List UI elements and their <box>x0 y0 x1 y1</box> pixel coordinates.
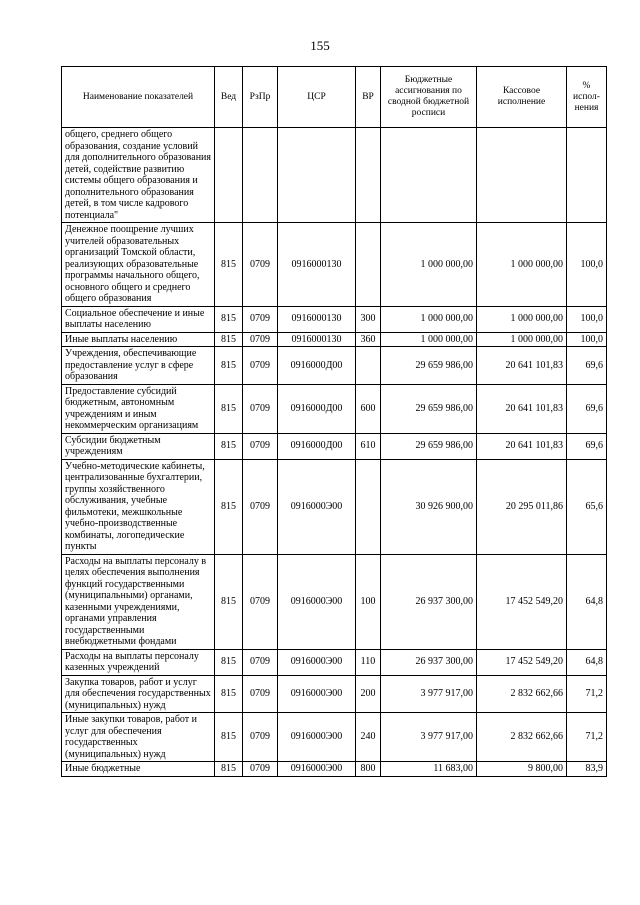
cell-name: Расходы на выплаты персоналу казенных учреждений <box>62 649 215 675</box>
cell-percent: 69,6 <box>567 433 607 459</box>
cell-ved: 815 <box>215 554 243 649</box>
cell-rzpr: 0709 <box>243 433 278 459</box>
cell-assignments: 3 977 917,00 <box>381 713 477 762</box>
cell-csr: 0916000Э00 <box>278 649 356 675</box>
cell-ved: 815 <box>215 306 243 332</box>
cell-assignments: 29 659 986,00 <box>381 347 477 385</box>
cell-execution: 1 000 000,00 <box>477 223 567 307</box>
cell-vr <box>356 459 381 554</box>
table-row <box>62 713 607 762</box>
cell-assignments: 29 659 986,00 <box>381 384 477 433</box>
table-row <box>62 384 607 433</box>
table-row <box>62 128 607 223</box>
header-assignments: Бюджетные ассигнования по сводной бюджетной росписи <box>381 67 477 128</box>
cell-execution: 9 800,00 <box>477 762 567 777</box>
cell-vr: 360 <box>356 332 381 347</box>
header-vr: ВР <box>356 67 381 128</box>
cell-rzpr <box>243 128 278 223</box>
cell-csr: 0916000Д00 <box>278 433 356 459</box>
header-csr: ЦСР <box>278 67 356 128</box>
table-row <box>62 433 607 459</box>
table-row <box>62 554 607 649</box>
cell-vr: 610 <box>356 433 381 459</box>
cell-assignments: 29 659 986,00 <box>381 433 477 459</box>
cell-assignments <box>381 128 477 223</box>
cell-ved: 815 <box>215 384 243 433</box>
cell-percent: 71,2 <box>567 713 607 762</box>
cell-percent: 83,9 <box>567 762 607 777</box>
cell-name: Учреждения, обеспечивающие предоставление услуг в сфере образования <box>62 347 215 385</box>
header-percent: % испол-нения <box>567 67 607 128</box>
cell-name: Иные закупки товаров, работ и услуг для обеспечения государственных (муниципальных) нужд <box>62 713 215 762</box>
cell-vr: 300 <box>356 306 381 332</box>
table-header-row <box>62 67 607 128</box>
cell-assignments: 1 000 000,00 <box>381 332 477 347</box>
table-row <box>62 223 607 307</box>
cell-assignments: 26 937 300,00 <box>381 554 477 649</box>
cell-rzpr: 0709 <box>243 762 278 777</box>
cell-percent: 65,6 <box>567 459 607 554</box>
cell-percent: 71,2 <box>567 675 607 713</box>
cell-name: общего, среднего общего образования, создание условий для дополнительного образования детей, содействие развитию системы общего образования и дополнительного образования детей, в том числе кадрового потенциала" <box>62 128 215 223</box>
cell-execution <box>477 128 567 223</box>
cell-rzpr: 0709 <box>243 223 278 307</box>
cell-ved: 815 <box>215 649 243 675</box>
cell-rzpr: 0709 <box>243 384 278 433</box>
cell-percent: 69,6 <box>567 347 607 385</box>
cell-ved: 815 <box>215 347 243 385</box>
cell-ved: 815 <box>215 713 243 762</box>
cell-vr: 110 <box>356 649 381 675</box>
cell-rzpr: 0709 <box>243 675 278 713</box>
cell-ved <box>215 128 243 223</box>
cell-name: Учебно-методические кабинеты, централизованные бухгалтерии, группы хозяйственного обслуживания, учебные фильмотеки, межшкольные учебно-производственные комбинаты, логопедические пункты <box>62 459 215 554</box>
cell-ved: 815 <box>215 459 243 554</box>
cell-name: Предоставление субсидий бюджетным, автономным учреждениям и иным некоммерческим организациям <box>62 384 215 433</box>
header-name: Наименование показателей <box>62 67 215 128</box>
cell-assignments: 30 926 900,00 <box>381 459 477 554</box>
cell-name: Закупка товаров, работ и услуг для обеспечения государственных (муниципальных) нужд <box>62 675 215 713</box>
cell-csr <box>278 128 356 223</box>
cell-percent: 64,8 <box>567 554 607 649</box>
cell-rzpr: 0709 <box>243 347 278 385</box>
cell-assignments: 3 977 917,00 <box>381 675 477 713</box>
cell-ved: 815 <box>215 433 243 459</box>
cell-percent: 64,8 <box>567 649 607 675</box>
cell-vr <box>356 223 381 307</box>
table-row <box>62 459 607 554</box>
cell-execution: 2 832 662,66 <box>477 675 567 713</box>
cell-vr: 800 <box>356 762 381 777</box>
cell-execution: 20 295 011,86 <box>477 459 567 554</box>
cell-vr: 200 <box>356 675 381 713</box>
table-row <box>62 347 607 385</box>
cell-csr: 0916000Д00 <box>278 384 356 433</box>
cell-percent <box>567 128 607 223</box>
cell-execution: 2 832 662,66 <box>477 713 567 762</box>
cell-percent: 100,0 <box>567 332 607 347</box>
cell-rzpr: 0709 <box>243 459 278 554</box>
cell-assignments: 11 683,00 <box>381 762 477 777</box>
cell-execution: 20 641 101,83 <box>477 347 567 385</box>
cell-csr: 0916000Д00 <box>278 347 356 385</box>
cell-rzpr: 0709 <box>243 554 278 649</box>
cell-name: Иные выплаты населению <box>62 332 215 347</box>
cell-assignments: 1 000 000,00 <box>381 223 477 307</box>
budget-execution-table <box>61 66 607 777</box>
cell-vr <box>356 347 381 385</box>
cell-ved: 815 <box>215 762 243 777</box>
cell-name: Иные бюджетные <box>62 762 215 777</box>
cell-csr: 0916000Э00 <box>278 459 356 554</box>
cell-execution: 20 641 101,83 <box>477 433 567 459</box>
cell-execution: 20 641 101,83 <box>477 384 567 433</box>
cell-csr: 0916000130 <box>278 306 356 332</box>
cell-csr: 0916000Э00 <box>278 675 356 713</box>
cell-name: Социальное обеспечение и иные выплаты населению <box>62 306 215 332</box>
cell-rzpr: 0709 <box>243 306 278 332</box>
cell-rzpr: 0709 <box>243 713 278 762</box>
cell-ved: 815 <box>215 223 243 307</box>
cell-csr: 0916000130 <box>278 332 356 347</box>
table-row <box>62 649 607 675</box>
cell-execution: 17 452 549,20 <box>477 649 567 675</box>
cell-name: Денежное поощрение лучших учителей образовательных организаций Томской области, реализующих образовательные программы начального общего, основного общего и среднего общего образования <box>62 223 215 307</box>
cell-percent: 100,0 <box>567 306 607 332</box>
cell-name: Расходы на выплаты персоналу в целях обеспечения выполнения функций государственными (муниципальными) органами, казенными учреждениями, органами управления государственными внебюджетными фондами <box>62 554 215 649</box>
cell-name: Субсидии бюджетным учреждениям <box>62 433 215 459</box>
table-row <box>62 762 607 777</box>
cell-percent: 100,0 <box>567 223 607 307</box>
cell-vr: 600 <box>356 384 381 433</box>
cell-execution: 1 000 000,00 <box>477 306 567 332</box>
cell-vr: 100 <box>356 554 381 649</box>
cell-csr: 0916000Э00 <box>278 762 356 777</box>
header-rzpr: РзПр <box>243 67 278 128</box>
header-execution: Кассовое исполнение <box>477 67 567 128</box>
cell-csr: 0916000Э00 <box>278 713 356 762</box>
table-row <box>62 675 607 713</box>
page-number: 155 <box>310 38 330 53</box>
cell-vr: 240 <box>356 713 381 762</box>
cell-ved: 815 <box>215 332 243 347</box>
cell-csr: 0916000Э00 <box>278 554 356 649</box>
cell-vr <box>356 128 381 223</box>
cell-rzpr: 0709 <box>243 332 278 347</box>
cell-ved: 815 <box>215 675 243 713</box>
cell-percent: 69,6 <box>567 384 607 433</box>
cell-rzpr: 0709 <box>243 649 278 675</box>
table-row <box>62 306 607 332</box>
cell-execution: 17 452 549,20 <box>477 554 567 649</box>
table-row <box>62 332 607 347</box>
cell-csr: 0916000130 <box>278 223 356 307</box>
cell-assignments: 26 937 300,00 <box>381 649 477 675</box>
header-ved: Вед <box>215 67 243 128</box>
cell-execution: 1 000 000,00 <box>477 332 567 347</box>
cell-assignments: 1 000 000,00 <box>381 306 477 332</box>
